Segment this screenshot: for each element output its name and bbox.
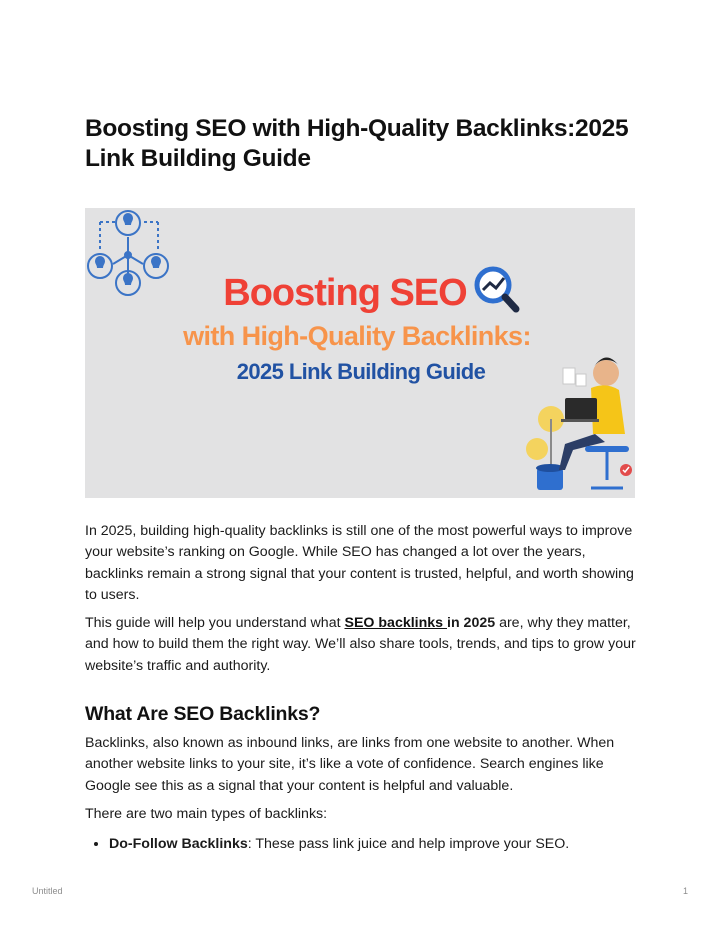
page-number: 1 (682, 886, 688, 896)
person-laptop-illustration (526, 357, 632, 490)
guide-bold-year: in 2025 (447, 615, 496, 632)
hero-image (85, 208, 635, 498)
list-item-term: Do-Follow Backlinks (109, 836, 248, 853)
footer-document-name: Untitled (32, 886, 63, 896)
section-heading: What Are SEO Backlinks? (85, 703, 321, 726)
hero-line-2: with High-Quality Backlinks: (183, 321, 531, 351)
backlink-types-list (85, 834, 637, 855)
magnifier-chart-icon (477, 269, 516, 309)
intro-paragraph: In 2025, building high-quality backlinks is still one of the most powerful ways to improve your website’s ranking on Google. While SEO has changed a lot over the years, backlinks remain a strong signal that your content is trusted, helpful, and worth showing to users. (85, 523, 634, 603)
guide-text-before: This guide will help you understand what (85, 615, 345, 632)
types-intro: There are two main types of backlinks: (85, 805, 328, 822)
hero-line-1: Boosting SEO (223, 272, 467, 314)
section-paragraph: Backlinks, also known as inbound links, are links from one website to another. When another website links to your site, it’s like a vote of confidence. Search engines like Google see this as a signal that your content is helpful and valuable. (85, 735, 615, 794)
hero-illustration (85, 208, 635, 498)
seo-backlinks-link[interactable]: SEO backlinks (344, 615, 447, 632)
list-item-description: : These pass link juice and help improve your SEO. (247, 836, 570, 853)
document-body (85, 114, 637, 855)
list-item (109, 834, 637, 855)
guide-paragraph (85, 613, 637, 677)
guide-text-after: are, why they matter, and how to build them the right way. We’ll also share tools, trends, and tips to grow your website’s traffic and authority. (85, 615, 636, 674)
document-title: Boosting SEO with High-Quality Backlinks:2025 Link Building Guide (85, 115, 629, 172)
hero-line-3: 2025 Link Building Guide (236, 359, 486, 384)
